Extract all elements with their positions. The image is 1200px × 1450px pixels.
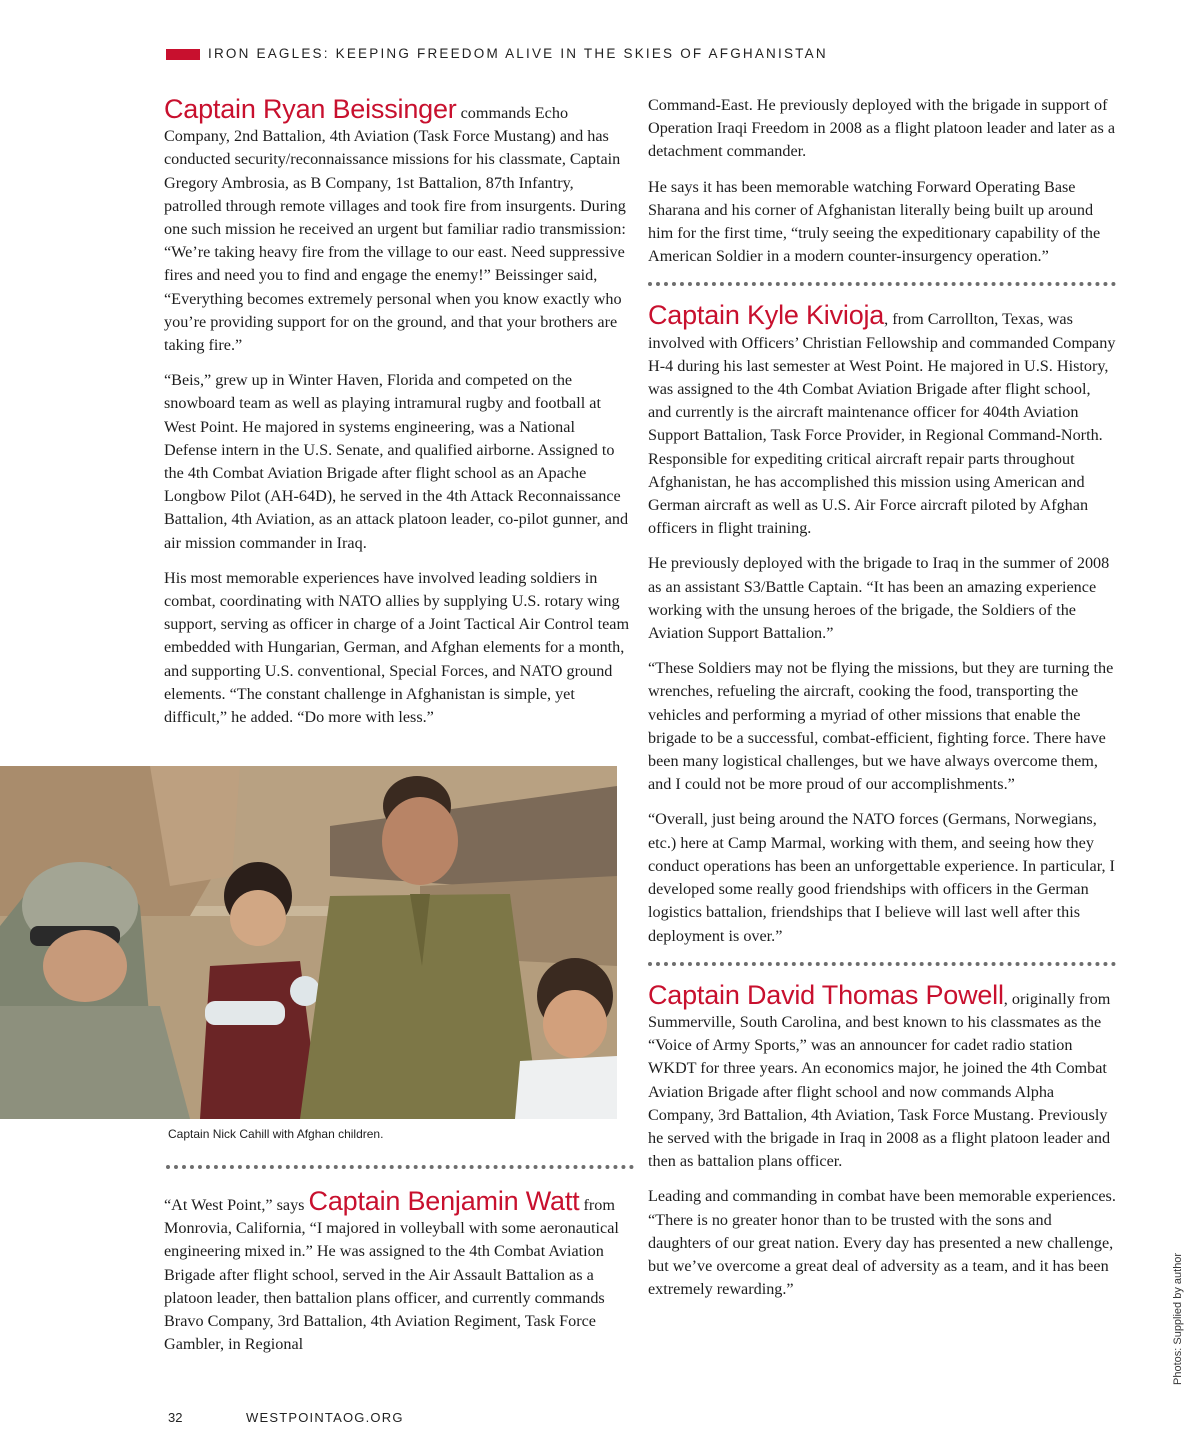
beissinger-paragraph-3: His most memorable experiences have involved leading soldiers in combat, coordinating with NATO allies by supplying U.S. rotary wing support, serving as officer in charge of a Joint Tactical Air Control team embedded with Hungarian, German, and Afghan elements for a month, and supporting U.S. conventional, Special Forces, and NATO ground elements. “The constant challenge in Afghanistan is simple, yet difficult,” he added. “Do more with less.” [164,568,630,727]
beissinger-name: Captain Ryan Beissinger [164,94,457,124]
watt-continuation: Command-East. He previously deployed with the brigade in support of Operation Iraqi Freedom in 2008 as a flight platoon leader and later as a detachment commander. [648,96,1116,161]
kivioja-paragraph-4: “Overall, just being around the NATO forces (Germans, Norwegians, etc.) here at Camp Marmal, working with them, and seeing how they conduct operations has been an unforgettable experience. In particular, I developed some really good friendships with officers in the German logistics battalion, friendships that I believe will last well after this deployment is over.” [648,810,1115,945]
photo-credit: Photos: Supplied by author [1172,1252,1184,1385]
watt-text: from Monrovia, California, “I majored in volleyball with some aeronautical engineering mixed in.” He was assigned to the 4th Combat Aviation Brigade after flight school, served in the Air Assault Battalion as a platoon leader, then battalion plans officer, and currently commands Bravo Company, 3rd Battalion, 4th Aviation Regiment, Task Force Gambler, in Regional [164,1196,619,1354]
photo-caption: Captain Nick Cahill with Afghan children. [168,1127,384,1141]
header-accent-bar [166,49,200,60]
header-title: IRON EAGLES: KEEPING FREEDOM ALIVE IN THE SKIES OF AFGHANISTAN [208,46,828,61]
watt-lead: “At West Point,” says [164,1196,309,1214]
left-column [164,94,630,741]
kivioja-intro: , from Carrollton, Texas, was involved with Officers’ Christian Fellowship and commanded Company H-4 during his last semester at West Point. He majored in U.S. History, was assigned to the 4th Combat Aviation Brigade after flight school, and currently is the aircraft maintenance officer for 404th Aviation Support Battalion, Task Force Provider, in Regional Command-North. Responsible for expediting critical aircraft repair parts throughout Afghanistan, he has accomplished this mission using American and German aircraft as well as U.S. Air Force aircraft piloted by Afghan officers in flight training. [648,310,1116,538]
kivioja-name: Captain Kyle Kivioja [648,300,885,331]
section-divider [166,1165,634,1169]
powell-paragraph-1 [648,980,1116,1174]
page-number: 32 [168,1410,183,1425]
watt-paragraph-1 [164,1186,634,1356]
beissinger-paragraph-1 [164,94,630,357]
watt-name: Captain Benjamin Watt [308,1186,580,1216]
left-column-lower [164,1186,634,1368]
kivioja-paragraph-3: “These Soldiers may not be flying the missions, but they are turning the wrenches, refueling the aircraft, cooking the food, transporting the vehicles and performing a myriad of other missions that enable the brigade to be a successful, combat-efficient, fighting force. There have been many logistical challenges, but we have always overcome them, and I could not be more proud of our accomplishments.” [648,659,1114,794]
website-link[interactable]: WESTPOINTAOG.ORG [246,1410,404,1425]
photo-soldier-with-children [0,766,617,1119]
watt-paragraph-2: He says it has been memorable watching Forward Operating Base Sharana and his corner of Afghanistan literally being built up around him for the first time, “truly seeing the expeditionary capability of the American Soldier in a modern counter-insurgency operation.” [648,177,1101,266]
right-column [648,94,1116,1313]
kivioja-paragraph-2: He previously deployed with the brigade to Iraq in the summer of 2008 as an assistant S3/Battle Captain. “It has been an amazing experience working with the unsung heroes of the brigade, the Soldiers of the Aviation Support Battalion.” [648,554,1110,643]
powell-name: Captain David Thomas Powell [648,979,1004,1010]
section-divider [648,962,1116,966]
section-divider [648,282,1116,286]
kivioja-paragraph-1 [648,300,1116,540]
powell-intro: , originally from Summerville, South Carolina, and best known to his classmates as the “Voice of Army Sports,” was an announcer for cadet radio station WKDT for three years. An economics major, he joined the 4th Combat Aviation Brigade after flight school and now commands Alpha Company, 3rd Battalion, 4th Aviation, Task Force Mustang. Previously he served with the brigade in Iraq in 2008 as a flight platoon leader and then as battalion plans officer. [648,989,1111,1171]
powell-paragraph-2: Leading and commanding in combat have been memorable experiences. “There is no greater honor than to be trusted with the sons and daughters of our great nation. Every day has presented a new challenge, but we’ve overcome a great deal of adversity as a team, and it has been extremely rewarding.” [648,1187,1116,1299]
beissinger-intro: commands Echo Company, 2nd Battalion, 4th Aviation (Task Force Mustang) and has conducted security/reconnaissance missions for his classmate, Captain Gregory Ambrosia, as B Company, 1st Battalion, 87th Infantry, patrolled through remote villages and took fire from insurgents. During one such mission he received an urgent but familiar radio transmission: “We’re taking heavy fire from the village to our east. Need suppressive fires and need you to find and engage the enemy!” Beissinger said, “Everything becomes extremely personal when you know exactly who you’re providing support for on the ground, and that your brothers are taking fire.” [164,104,626,355]
beissinger-paragraph-2: “Beis,” grew up in Winter Haven, Florida and competed on the snowboard team as well as playing intramural rugby and football at West Point. He majored in systems engineering, was a National Defense intern in the U.S. Senate, and qualified airborne. Assigned to the 4th Combat Aviation Brigade after flight school as an Apache Longbow Pilot (AH-64D), he served in the 4th Attack Reconnaissance Battalion, 4th Aviation, as an attack platoon leader, co-pilot gunner, and air mission commander in Iraq. [164,371,629,552]
